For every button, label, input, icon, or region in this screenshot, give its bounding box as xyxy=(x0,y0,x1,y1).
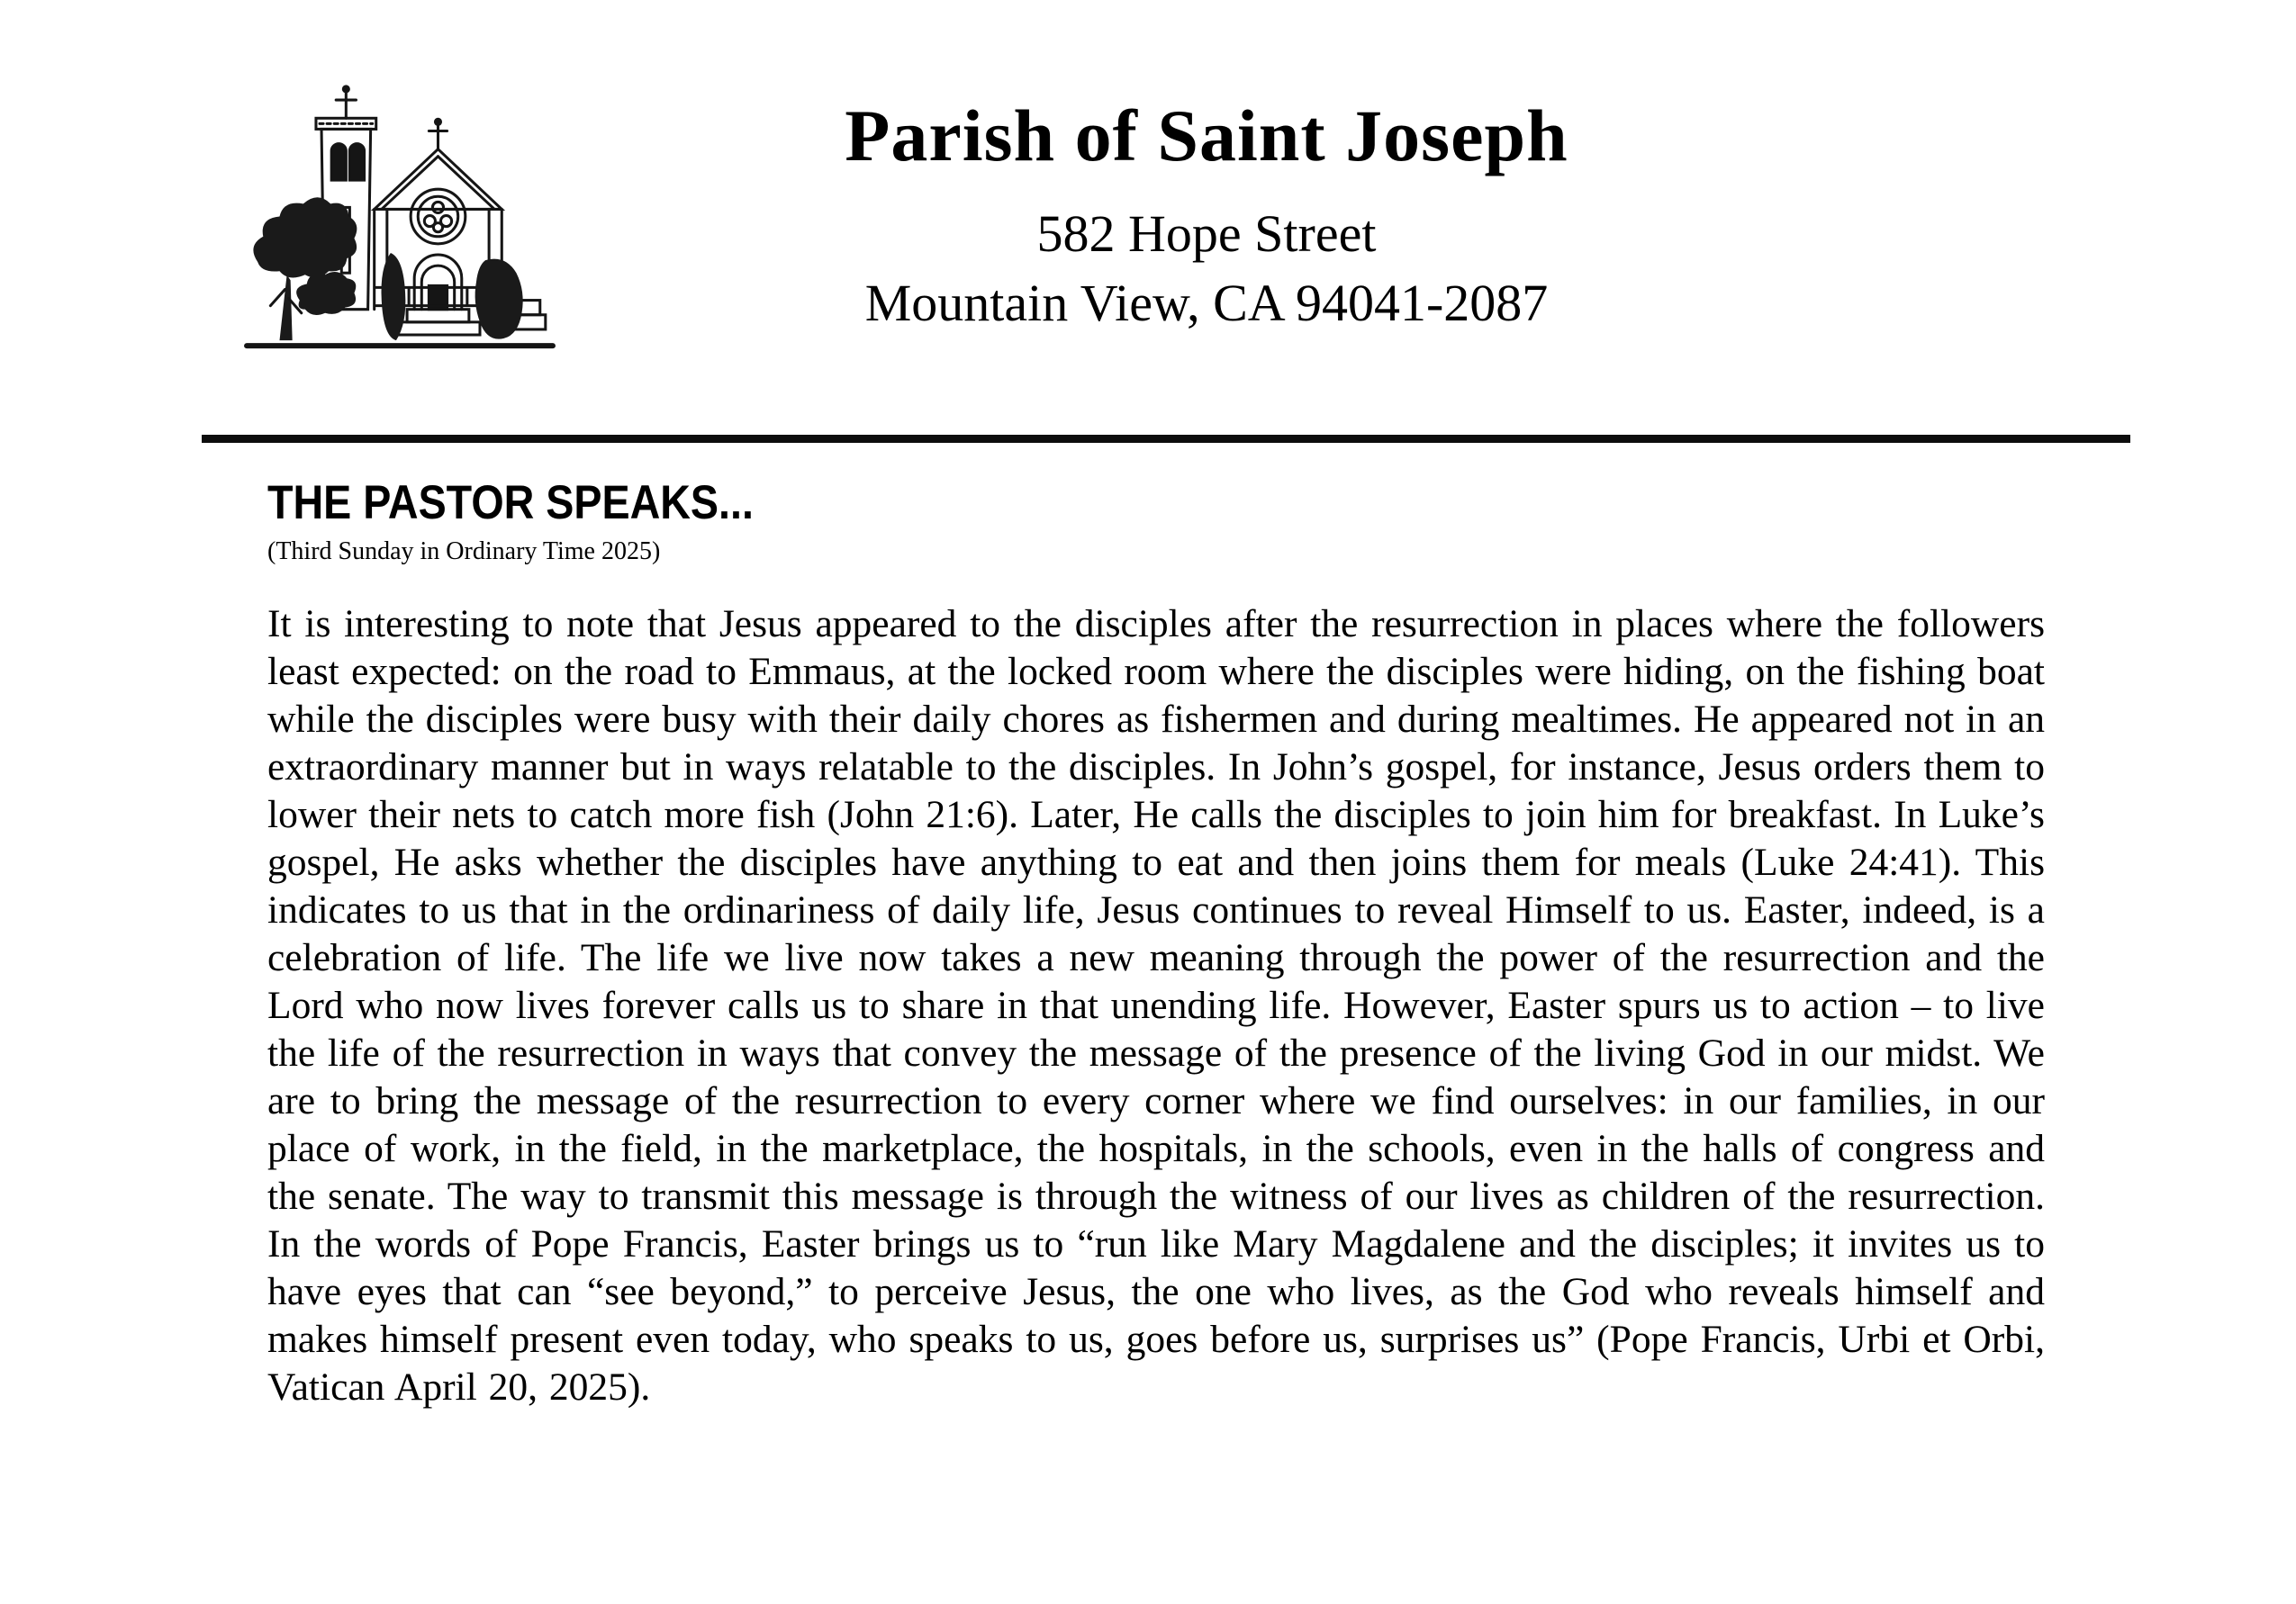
address-line-2: Mountain View, CA 94041-2087 xyxy=(864,273,1549,332)
page-title: Parish of Saint Joseph xyxy=(845,95,1568,176)
horizontal-rule xyxy=(202,435,2130,443)
address-line-1: 582 Hope Street xyxy=(1036,204,1377,264)
article-body-paragraph: It is interesting to note that Jesus appeared to the disciples after the resurrection in places where the followers least expected: on the road to Emmaus, at the locked room where the disciples were hiding, on the fishing boat while the disciples were busy with their daily chores as fishermen and during mealtimes. He appeared not in an extraordinary manner but in ways relatable to the disciples. In John’s gospel, for instance, Jesus orders them to lower their nets to catch more fish (John 21:6). Later, He calls the disciples to join him for breakfast. In Luke’s gospel, He asks whether the disciples have anything to eat and then joins them for meals (Luke 24:41). This indicates to us that in the ordinariness of daily life, Jesus continues to reveal Himself to us. Easter, indeed, is a celebration of life. The life we live now takes a new meaning through the power of the resurrection and the Lord who now lives forever calls us to share in that unending life. However, Easter spurs us to action – to live the life of the resurrection in ways that convey the message of the presence of the living God in our midst. We are to bring the message of the resurrection to every corner where we find ourselves: in our families, in our place of work, in the field, in the marketplace, the hospitals, in the schools, even in the halls of congress and the senate. The way to transmit this message is through the witness of our lives as children of the resurrection. In the words of Pope Francis, Easter brings us to “run like Mary Magdalene and the disciples; it invites us to have eyes that can “see beyond,” to perceive Jesus, the one who lives, as the God who reveals himself and makes himself present even today, who speaks to us, goes before us, surprises us” (Pope Francis, Urbi et Orbi, Vatican April 20, 2025). xyxy=(267,602,2045,1409)
header-text-block xyxy=(504,97,1909,338)
pastor-article xyxy=(267,475,2045,1411)
article-heading: THE PASTOR SPEAKS... xyxy=(267,476,754,529)
parish-address xyxy=(504,200,1909,338)
article-subheading: (Third Sunday in Ordinary Time 2025) xyxy=(267,537,661,565)
